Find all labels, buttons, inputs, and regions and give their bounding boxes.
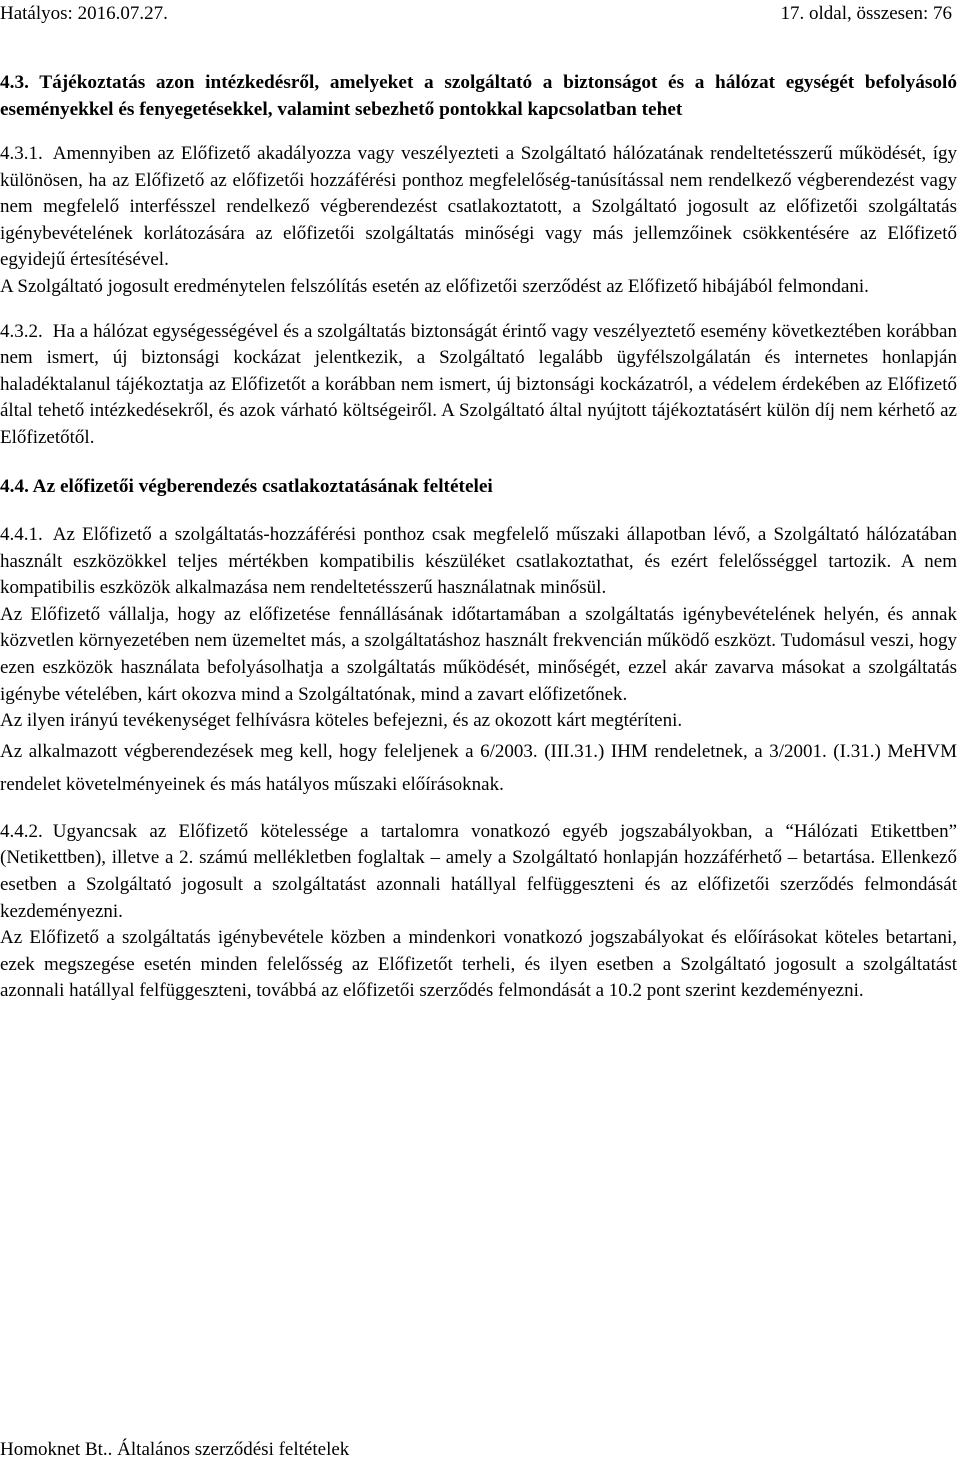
section-4-4-title: 4.4. Az előfizetői végberendezés csatlakoztatásának feltételei	[0, 475, 493, 497]
paragraph-number: 4.4.1.	[0, 524, 43, 546]
paragraph-number: 4.3.2.	[0, 320, 43, 342]
paragraph-text: Ugyancsak az Előfizető kötelessége a tartalomra vonatkozó egyéb jogszabályokban, a “Hálózati Etikettben” (Netikettben), illetve a 2. számú mellékletben foglaltak – amely a Szolgáltató honlapján hozzáférhető – betartása. Ellenkező esetben a Szolgáltató jogosult a szolgáltatást azonnali hatállyal felfüggeszteni és az előfizetői szerződés felmondását kezdeményezni.	[0, 820, 957, 922]
page-footer: Homoknet Bt.. Általános szerződési feltételek	[0, 1439, 350, 1460]
paragraph-4-4-2-continued: Az Előfizető a szolgáltatás igénybevétele közben a mindenkori vonatkozó jogszabályokat és előírásokat köteles betartani, ezek megszegése esetén minden felelősség az Előfizetőt terheli, és ilyen esetben a Szolgáltató jogosult a szolgáltatást azonnali hatállyal felfüggeszteni, továbbá az előfizetői szerződés felmondását a 10.2 pont szerint kezdeményezni.	[0, 927, 957, 1002]
paragraph-4-4-1-damages: Az ilyen irányú tevékenységet felhívásra köteles befejezni, és az okozott kárt megtéríteni.	[0, 710, 683, 732]
paragraph-number: 4.4.2.	[0, 820, 43, 842]
paragraph-number: 4.3.1.	[0, 143, 43, 164]
paragraph-4-4-1-regulations: Az alkalmazott végberendezések meg kell, hogy feleljenek a 6/2003. (III.31.) IHM rendeletnek, a 3/2001. (I.31.) MeHVM rendelet követelményeinek és más hatályos műszaki előírásoknak.	[0, 740, 957, 795]
paragraph-4-3-1	[0, 141, 957, 274]
paragraph-text: Amennyiben az Előfizető akadályozza vagy veszélyezteti a Szolgáltató hálózatának rendeltetésszerű működését, így különösen, ha az Előfizető az előfizetői hozzáférési ponthoz megfelelőség-tanúsítással nem rendelkező végberendezést vagy nem megfelelő interfésszel rendelkező végberendezést csatlakoztatott, a Szolgáltató jogosult az előfizetői szolgáltatás igénybevételének korlátozására az előfizetői szolgáltatás minőségi vagy más jellemzőinek csökkentésére az Előfizető egyidejű értesítésével.	[0, 143, 957, 271]
page-header	[0, 2, 952, 26]
paragraph-4-4-1-continued: Az Előfizető vállalja, hogy az előfizetése fennállásának időtartamában a szolgáltatás igénybevételének helyén, és annak közvetlen környezetében nem üzemeltet más, a szolgáltatáshoz használt frekvencián működő eszközt. Tudomásul veszi, hogy ezen eszközök használata befolyásolhatja a szolgáltatás működését, minőségét, ezzel akár zavarva másokat a szolgáltatás igénybe vételében, kárt okozva mind a Szolgáltatónak, mind a zavart előfizetőnek.	[0, 603, 957, 705]
paragraph-4-4-2	[0, 819, 957, 925]
paragraph-4-4-1	[0, 522, 957, 602]
paragraph-4-3-1-continued: A Szolgáltató jogosult eredménytelen felszólítás esetén az előfizetői szerződést az Előfizető hibájából felmondani.	[0, 275, 869, 297]
section-4-3-title: 4.3. Tájékoztatás azon intézkedésről, amelyeket a szolgáltató a biztonságot és a hálózat egységét befolyásoló eseményekkel és fenyegetésekkel, valamint sebezhető pontokkal kapcsolatban tehet	[0, 72, 957, 120]
paragraph-text: Ha a hálózat egységességével és a szolgáltatás biztonságát érintő vagy veszélyeztető esemény következtében korábban nem ismert, új biztonsági kockázat jelentkezik, a Szolgáltató legalább ügyfélszolgálatán és internetes honlapján haladéktalanul tájékoztatja az Előfizetőt a korábban nem ismert, új biztonsági kockázatról, a védelem érdekében az Előfizető által tehető intézkedésekről, és azok várható költségeiről. A Szolgáltató által nyújtott tájékoztatásért külön díj nem kérhető az Előfizetőtől.	[0, 320, 957, 448]
paragraph-text: Az Előfizető a szolgáltatás-hozzáférési ponthoz csak megfelelő műszaki állapotban lévő, a Szolgáltató hálózatában használt eszközökkel teljes mértékben kompatibilis készüléket csatlakoztathat, és ezért felelősséggel tartozik. A nem kompatibilis eszközök alkalmazása nem rendeltetésszerű használatnak minősül.	[0, 524, 957, 599]
paragraph-4-3-2	[0, 319, 957, 452]
document-body	[0, 70, 957, 1005]
page-number: 17. oldal, összesen: 76	[780, 3, 952, 24]
effective-date: Hatályos: 2016.07.27.	[0, 3, 168, 24]
